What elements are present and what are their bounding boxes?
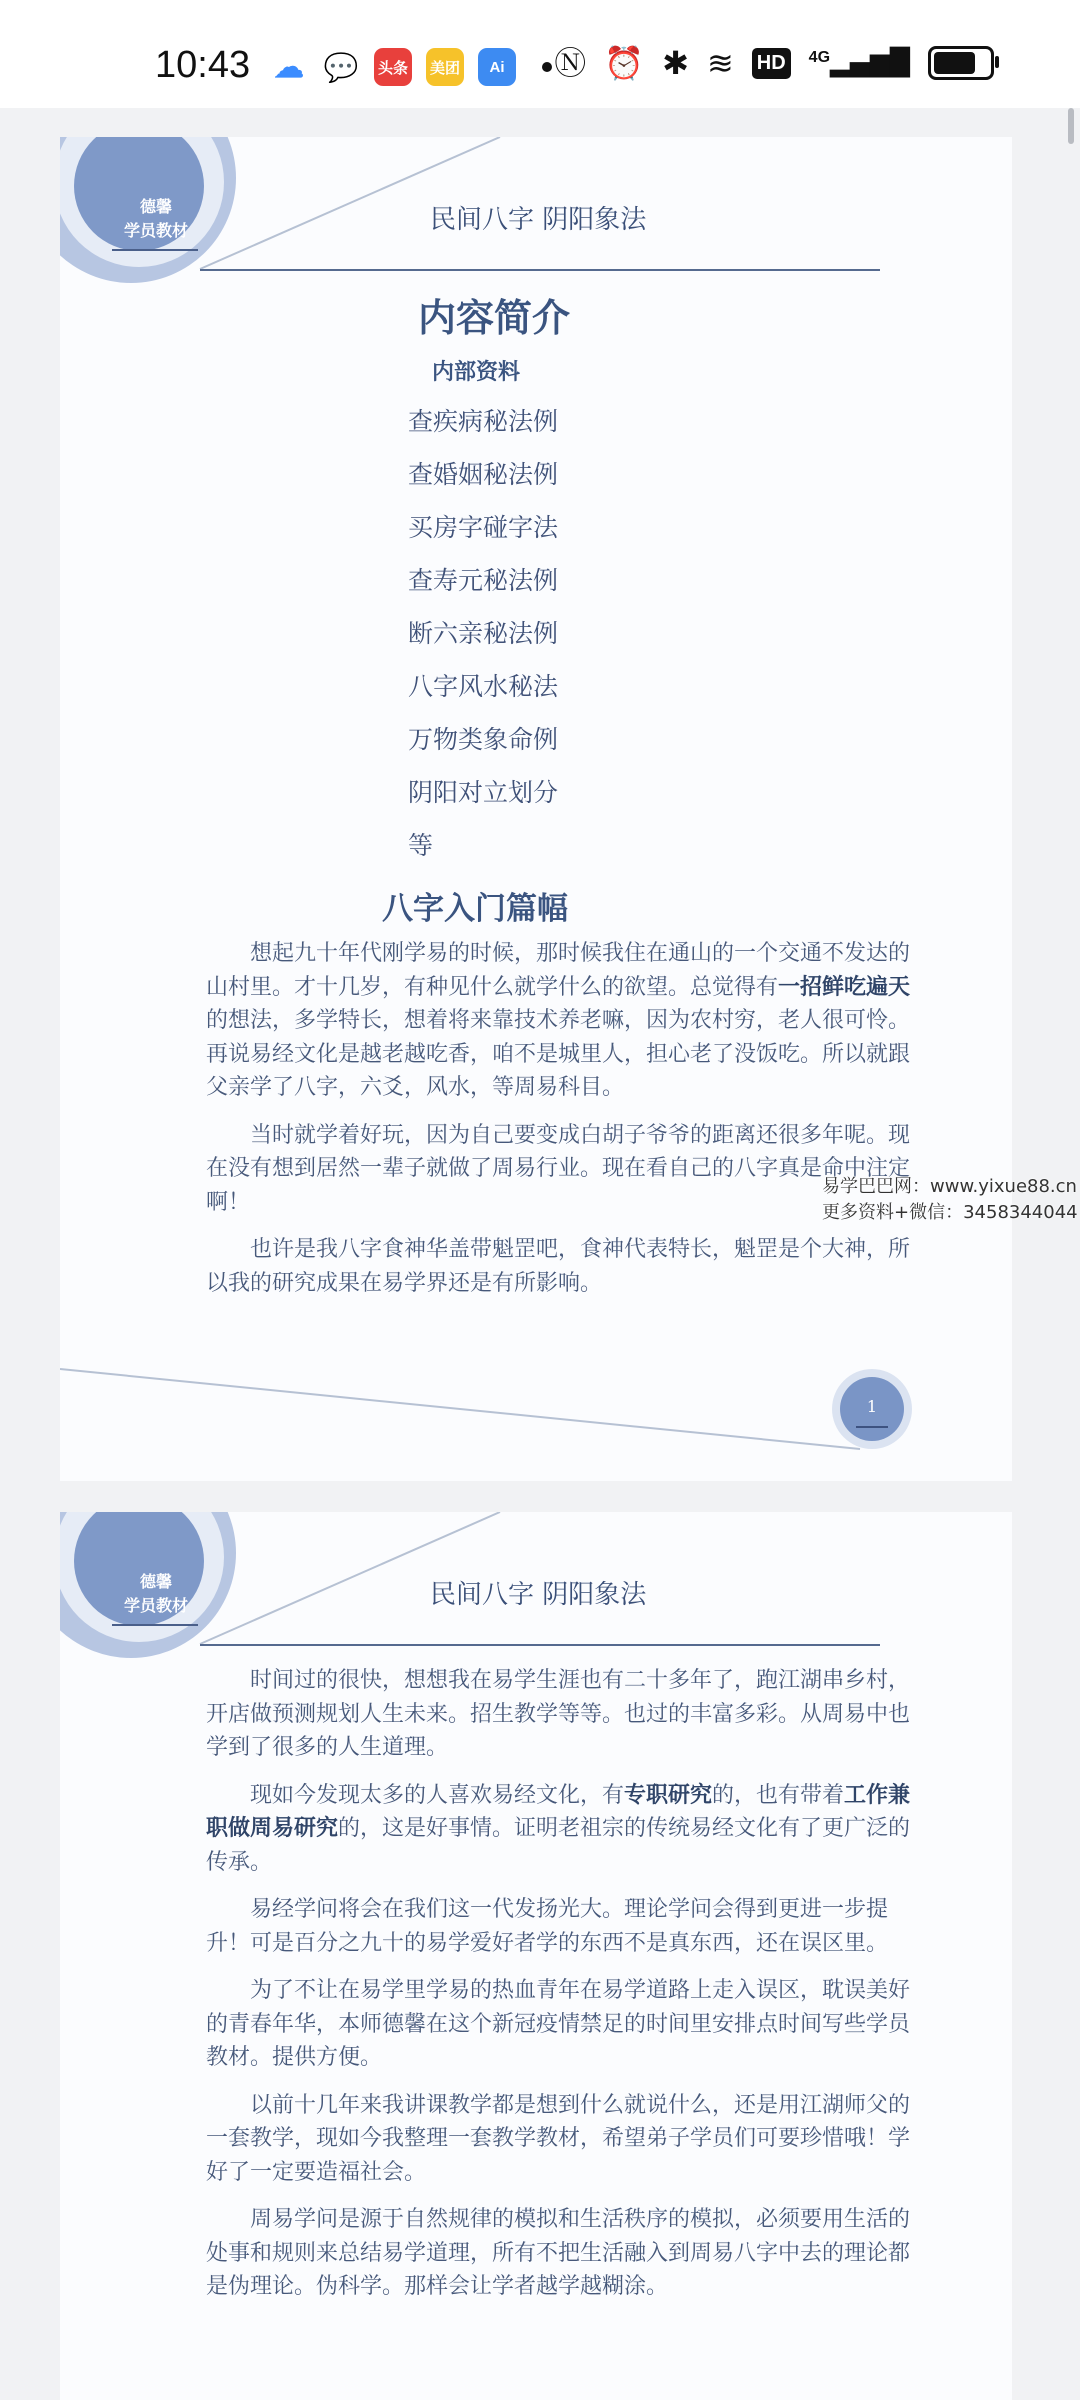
baidu-netdisk-icon: ☁ bbox=[274, 50, 304, 84]
page-number-underline bbox=[856, 1426, 888, 1428]
paragraph-text: 的，这是好事情。证明老祖宗的传统易经文化有了更广泛的传承。 bbox=[206, 1816, 911, 1875]
toutiao-icon: 头条 bbox=[374, 48, 412, 86]
paragraph-text: 周易学问是源于自然规律的模拟和生活秩序的模拟，必须要用生活的处事和规则来总结易学道理，所有不把生活融入到周易八字中去的理论都是伪理论。伪科学。那样会让学者越学越糊涂。 bbox=[206, 2207, 911, 2299]
course-badge bbox=[106, 195, 206, 243]
status-time: 10:43 bbox=[155, 44, 251, 86]
badge-underline bbox=[112, 1624, 198, 1626]
section-title: 八字入门篇幅 bbox=[382, 891, 568, 927]
alarm-clock-icon: ⏰ bbox=[604, 44, 645, 82]
footer-diagonal-line bbox=[60, 1369, 860, 1449]
status-bar bbox=[0, 0, 1080, 108]
body-paragraph bbox=[206, 1779, 922, 1880]
header-rule bbox=[200, 269, 880, 271]
badge-line-1: 德馨 bbox=[139, 197, 172, 216]
body-paragraph bbox=[206, 937, 922, 1105]
meituan-icon: 美团 bbox=[426, 48, 464, 86]
contents-item: 等 bbox=[408, 831, 434, 860]
document-page-1 bbox=[60, 137, 1012, 1481]
course-badge bbox=[106, 1570, 206, 1618]
body-paragraph bbox=[206, 2089, 922, 2190]
network-type-label: 4G bbox=[808, 49, 831, 66]
notification-app-icons bbox=[270, 48, 552, 86]
body-paragraph bbox=[206, 1893, 922, 1960]
contents-item: 阴阳对立划分 bbox=[408, 778, 559, 807]
header-rule bbox=[200, 1644, 880, 1646]
badge-line-2: 学员教材 bbox=[123, 221, 188, 240]
watermark-line-1: 易学巴巴网：www.yixue88.cn bbox=[822, 1176, 1077, 1197]
contents-item: 查婚姻秘法例 bbox=[408, 460, 559, 489]
watermark-line-2: 更多资料+微信：3458344044 bbox=[822, 1202, 1078, 1223]
page-title: 内容简介 bbox=[418, 295, 571, 340]
contents-item: 万物类象命例 bbox=[408, 725, 559, 754]
contents-list bbox=[408, 395, 558, 872]
scrollbar-thumb[interactable] bbox=[1068, 108, 1074, 144]
document-page-2 bbox=[60, 1512, 1012, 2400]
badge-underline bbox=[112, 249, 198, 251]
hd-voice-icon: HD bbox=[752, 48, 791, 79]
battery-level-fill bbox=[934, 52, 975, 74]
emphasized-text: 工作兼职做周易研究 bbox=[206, 1781, 911, 1841]
page-number: 1 bbox=[840, 1377, 904, 1441]
contents-item: 查疾病秘法例 bbox=[408, 407, 559, 436]
contents-item: 断六亲秘法例 bbox=[408, 619, 559, 648]
badge-line-1: 德馨 bbox=[139, 1572, 172, 1591]
system-status-icons bbox=[554, 46, 994, 80]
wechat-icon: 💬 bbox=[323, 51, 359, 83]
body-paragraph bbox=[206, 2203, 922, 2304]
emphasized-text: 一招鲜吃遍天 bbox=[778, 973, 911, 1000]
watermark bbox=[822, 1174, 1078, 1226]
contents-item: 八字风水秘法 bbox=[408, 672, 559, 701]
body-paragraph bbox=[206, 1664, 922, 1765]
page-1-body bbox=[206, 937, 922, 1314]
page-header-title: 民间八字 阴阳象法 bbox=[430, 1580, 647, 1610]
cellular-signal-icon: $^{4G}$▂▄▆█ bbox=[808, 48, 910, 78]
paragraph-text: 想起九十年代刚学易的时候，那时候我住在通山的一个交通不发达的山村里。才十几岁，有种见什么就学什么的欲望。总觉得有 bbox=[206, 941, 911, 1000]
paragraph-text: 时间过的很快，想想我在易学生涯也有二十多年了，跑江湖串乡村，开店做预测规划人生未来。招生教学等等。也过的丰富多彩。从周易中也学到了很多的人生道理。 bbox=[206, 1668, 911, 1760]
emphasized-text: 专职研究 bbox=[624, 1781, 713, 1808]
paragraph-text: 为了不让在易学里学易的热血青年在易学道路上走入误区，耽误美好的青春年华，本师德馨在这个新冠疫情禁足的时间里安排点时间写些学员教材。提供方便。 bbox=[206, 1978, 911, 2070]
paragraph-text: 的，也有带着 bbox=[712, 1782, 845, 1808]
paragraph-text: 当时就学着好玩，因为自己要变成白胡子爷爷的距离还很多年呢。现在没有想到居然一辈子就做了周易行业。现在看自己的八字真是命中注定啊！ bbox=[206, 1122, 911, 1215]
wifi-icon: ≋ bbox=[706, 44, 734, 82]
page-header-title: 民间八字 阴阳象法 bbox=[430, 205, 647, 235]
paragraph-text: 的想法，多学特长，想着将来靠技术养老嘛，因为农村穷，老人很可怜。再说易经文化是越老越吃香，咱不是城里人，担心老了没饭吃。所以就跟父亲学了八字，六爻，风水，等周易科目。 bbox=[206, 1008, 911, 1100]
paragraph-text: 也许是我八字食神华盖带魁罡吧，食神代表特长，魁罡是个大神，所以我的研究成果在易学界还是有所影响。 bbox=[206, 1237, 911, 1296]
more-notifications-dot bbox=[542, 62, 552, 72]
bluetooth-icon: ✱ bbox=[662, 44, 689, 82]
battery-icon bbox=[928, 46, 994, 80]
ai-app-icon: Ai bbox=[478, 48, 516, 86]
contents-item: 买房字碰字法 bbox=[408, 513, 559, 542]
badge-line-2: 学员教材 bbox=[123, 1596, 188, 1615]
paragraph-text: 现如今发现太多的人喜欢易经文化，有 bbox=[250, 1782, 625, 1808]
paragraph-text: 易经学问将会在我们这一代发扬光大。理论学问会得到更进一步提升！可是百分之九十的易学爱好者学的东西不是真东西，还在误区里。 bbox=[206, 1897, 889, 1956]
body-paragraph bbox=[206, 1974, 922, 2075]
nfc-icon: Ⓝ bbox=[554, 44, 587, 82]
paragraph-text: 以前十几年来我讲课教学都是想到什么就说什么，还是用江湖师父的一套教学，现如今我整理一套教学教材，希望弟子学员们可要珍惜哦！学好了一定要造福社会。 bbox=[206, 2092, 911, 2185]
body-paragraph bbox=[206, 1119, 922, 1220]
page-2-body bbox=[206, 1664, 922, 2318]
body-paragraph bbox=[206, 1233, 922, 1300]
contents-item: 查寿元秘法例 bbox=[408, 566, 559, 595]
page-subtitle: 内部资料 bbox=[432, 359, 521, 385]
